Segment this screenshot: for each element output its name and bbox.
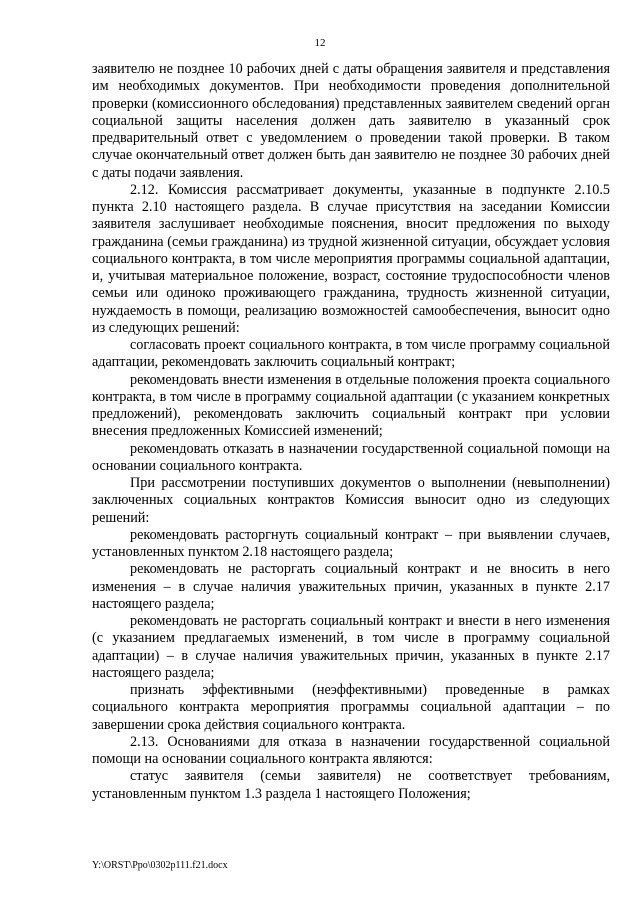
page-number: 12 [314,37,326,49]
paragraph: заявителю не позднее 10 рабочих дней с даты обращения заявителя и представления им необходимых документов. При необходимости проведения дополнительной проверки (комиссионного обследования) представленных заявителем сведений орган социальной защиты населения должен дать заявителю в указанный срок предварительный ответ с уведомлением о проведении такой проверки. В таком случае окончательный ответ должен быть дан заявителю не позднее 30 рабочих дней с даты подачи заявления. [92,61,610,181]
paragraph: 2.13. Основаниями для отказа в назначении государственной социальной помощи на основании социального контракта являются: [92,733,610,767]
paragraph: рекомендовать расторгнуть социальный контракт – при выявлении случаев, установленных пунктом 2.18 настоящего раздела; [92,526,610,560]
paragraph: рекомендовать внести изменения в отдельные положения проекта социального контракта, в том числе в программу социальной адаптации (с указанием конкретных предложений), рекомендовать заключить социальный контракт при условии внесения предложенных Комиссией изменений; [92,371,610,440]
paragraph: рекомендовать не расторгать социальный контракт и внести в него изменения (с указанием предлагаемых изменений, в том числе в программу социальной адаптации) – в случае наличия уважительных причин, указанных в пункте 2.17 настоящего раздела; [92,613,610,681]
paragraph: При рассмотрении поступивших документов о выполнении (невыполнении) заключенных социальных контрактов Комиссия выносит одно из следующих решений: [92,475,610,526]
paragraph: признать эффективными (неэффективными) проведенные в рамках социального контракта мероприятия программы социальной адаптации – по завершении срока действия социального контракта. [92,682,610,733]
paragraph: рекомендовать не расторгать социальный контракт и не вносить в него изменения – в случае наличия уважительных причин, указанных в пункте 2.17 настоящего раздела; [92,561,610,612]
paragraph: статус заявителя (семьи заявителя) не соответствует требованиям, установленным пунктом 1.3 раздела 1 настоящего Положения; [92,768,610,802]
paragraph: 2.12. Комиссия рассматривает документы, указанные в подпункте 2.10.5 пункта 2.10 настоящего раздела. В случае присутствия на заседании Комиссии заявителя заслушивает необходимые пояснения, вносит предложения по выходу гражданина (семьи гражданина) из трудной жизненной ситуации, обсуждает условия социального контракта, в том числе мероприятия программы социальной адаптации, и, учитывая материальное положение, возраст, состояние трудоспособности членов семьи или одиноко проживающего гражданина, трудность жизненной ситуации, нуждаемость в помощи, реализацию возможностей самообеспечения, выносит одно из следующих решений: [92,181,610,336]
paragraph: рекомендовать отказать в назначении государственной социальной помощи на основании социального контракта. [92,440,610,474]
document-body [92,61,610,803]
footer-file-path: Y:\ORST\Ppo\0302p111.f21.docx [92,860,228,871]
paragraph: согласовать проект социального контракта, в том числе программу социальной адаптации, рекомендовать заключить социальный контракт; [92,337,610,371]
